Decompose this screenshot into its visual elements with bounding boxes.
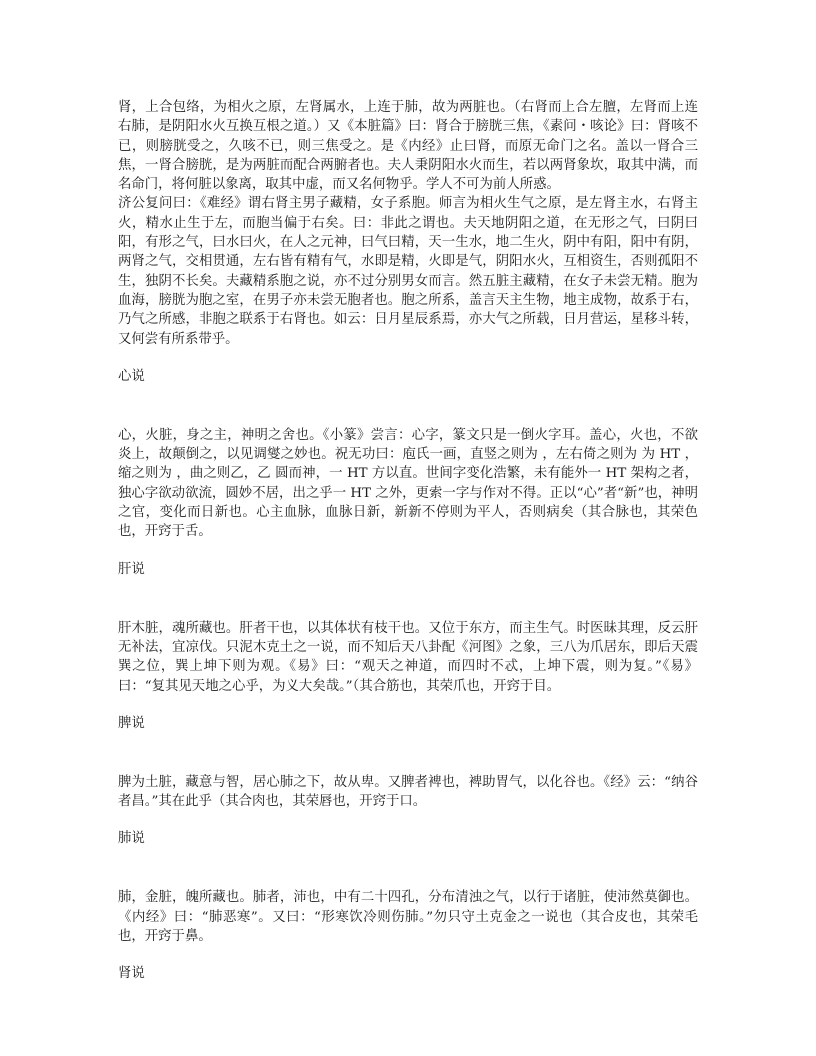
document-page — [118, 98, 698, 983]
spacer — [118, 696, 698, 714]
spacer — [118, 848, 698, 888]
section-heading-kidney: 肾说 — [118, 966, 145, 982]
intro-paragraph-2: 济公复问曰：《难经》谓右肾主男子藏精，女子系胞。师言为相火生气之原，是左肾主水，右肾主火，精水止生于左，而胞当偏于右矣。曰：非此之谓也。夫天地阴阳之道，在无形之气，曰阴曰阳，有形之气，曰水曰火，在人之元神，曰气曰精，天一生水，地二生火，阴中有阳，阳中有阴，两肾之气，交相贯通，左右皆有精有气，水即是精，火即是气，阴阳水火，互相资生，否则孤阳不生，独阴不长矣。夫藏精系胞之说，亦不过分别男女而言。然五脏主藏精，在女子未尝无精。胞为血海，膀胱为胞之室，在男子亦未尝无胞者也。胞之所系，盖言天主生物，地主成物，故系于右，乃气之所感，非胞之联系于右肾也。如云：日月星辰系焉，亦大气之所载，日月营运，星移斗转，又何尝有所系带乎。 — [118, 196, 698, 347]
spacer — [118, 386, 698, 426]
spacer — [118, 349, 698, 367]
section-heading-spleen: 脾说 — [118, 715, 145, 731]
section-body-heart: 心，火脏，身之主，神明之舍也。《小篆》尝言：心字，篆文只是一倒火字耳。盖心，火也，不欲炎上，故颠倒之，以见调燮之妙也。祝无功曰：庖氏一画，直竖之则为 ，左右倚之则为 为 HT ，缩之则为 ，曲之则乙，乙 圆而神，一 HT 方以直。世间字变化浩繁，未有能外一 HT 架构之者，独心字欲动欲流，圆妙不居，出之乎一 HT 之外，更索一字与作对不得。正以“心”者“新”也，神明之官，变化而日新也。心主血脉，血脉日新，新新不停则为平人，否则病矣（其合脉也，其荣色也，开窍于舌。 — [118, 427, 698, 540]
section-body-spleen: 脾为土脏，藏意与智，居心肺之下，故从卑。又脾者裨也，裨助胃气，以化谷也。《经》云：“纳谷者昌。”其在此乎（其合肉也，其荣唇也，开窍于口。 — [118, 774, 698, 810]
spacer — [118, 811, 698, 829]
section-heading-liver: 肝说 — [118, 561, 145, 577]
spacer — [118, 579, 698, 619]
section-body-liver: 肝木脏，魂所藏也。肝者干也，以其体状有枝干也。又位于东方，而主生气。时医昧其理，反云肝无补法，宜凉伐。只泥木克土之一说，而不知后天八卦配《河图》之象，三八为爪居东，即后天震巽之位，巽上坤下则为观。《易》曰：“观天之神道，而四时不忒，上坤下震，则为复。”《易》曰：“复其见天地之心乎，为义大矣哉。”（其合筋也，其荣爪也，开窍于目。 — [118, 620, 698, 694]
section-body-lung: 肺，金脏，魄所藏也。肺者，沛也，中有二十四孔，分布清浊之气，以行于诸脏，使沛然莫御也。《内经》曰：“肺恶寒”。又曰：“形寒饮冷则伤肺。”勿只守土克金之一说也（其合皮也，其荣毛也，开窍于鼻。 — [118, 890, 698, 945]
section-heading-heart: 心说 — [118, 368, 145, 384]
spacer — [118, 542, 698, 560]
intro-paragraph-1: 肾，上合包络，为相火之原，左肾属水，上连于肺，故为两脏也。（右肾而上合左膻，左肾而上连右肺，是阴阳水火互换互根之道。）又《本脏篇》曰：肾合于膀胱三焦，《素问・咳论》曰：肾咳不已，则膀胱受之，久咳不已，则三焦受之。是《内经》止曰肾，而原无命门之名。盖以一肾合三焦，一肾合膀胱，是为两脏而配合两腑者也。夫人秉阴阳水火而生，若以两肾象坎，取其中满，而名命门，将何脏以象离，取其中虚，而又名何物乎。学人不可为前人所惑。 — [118, 100, 698, 193]
section-heading-lung: 肺说 — [118, 831, 145, 847]
spacer — [118, 946, 698, 964]
spacer — [118, 733, 698, 773]
